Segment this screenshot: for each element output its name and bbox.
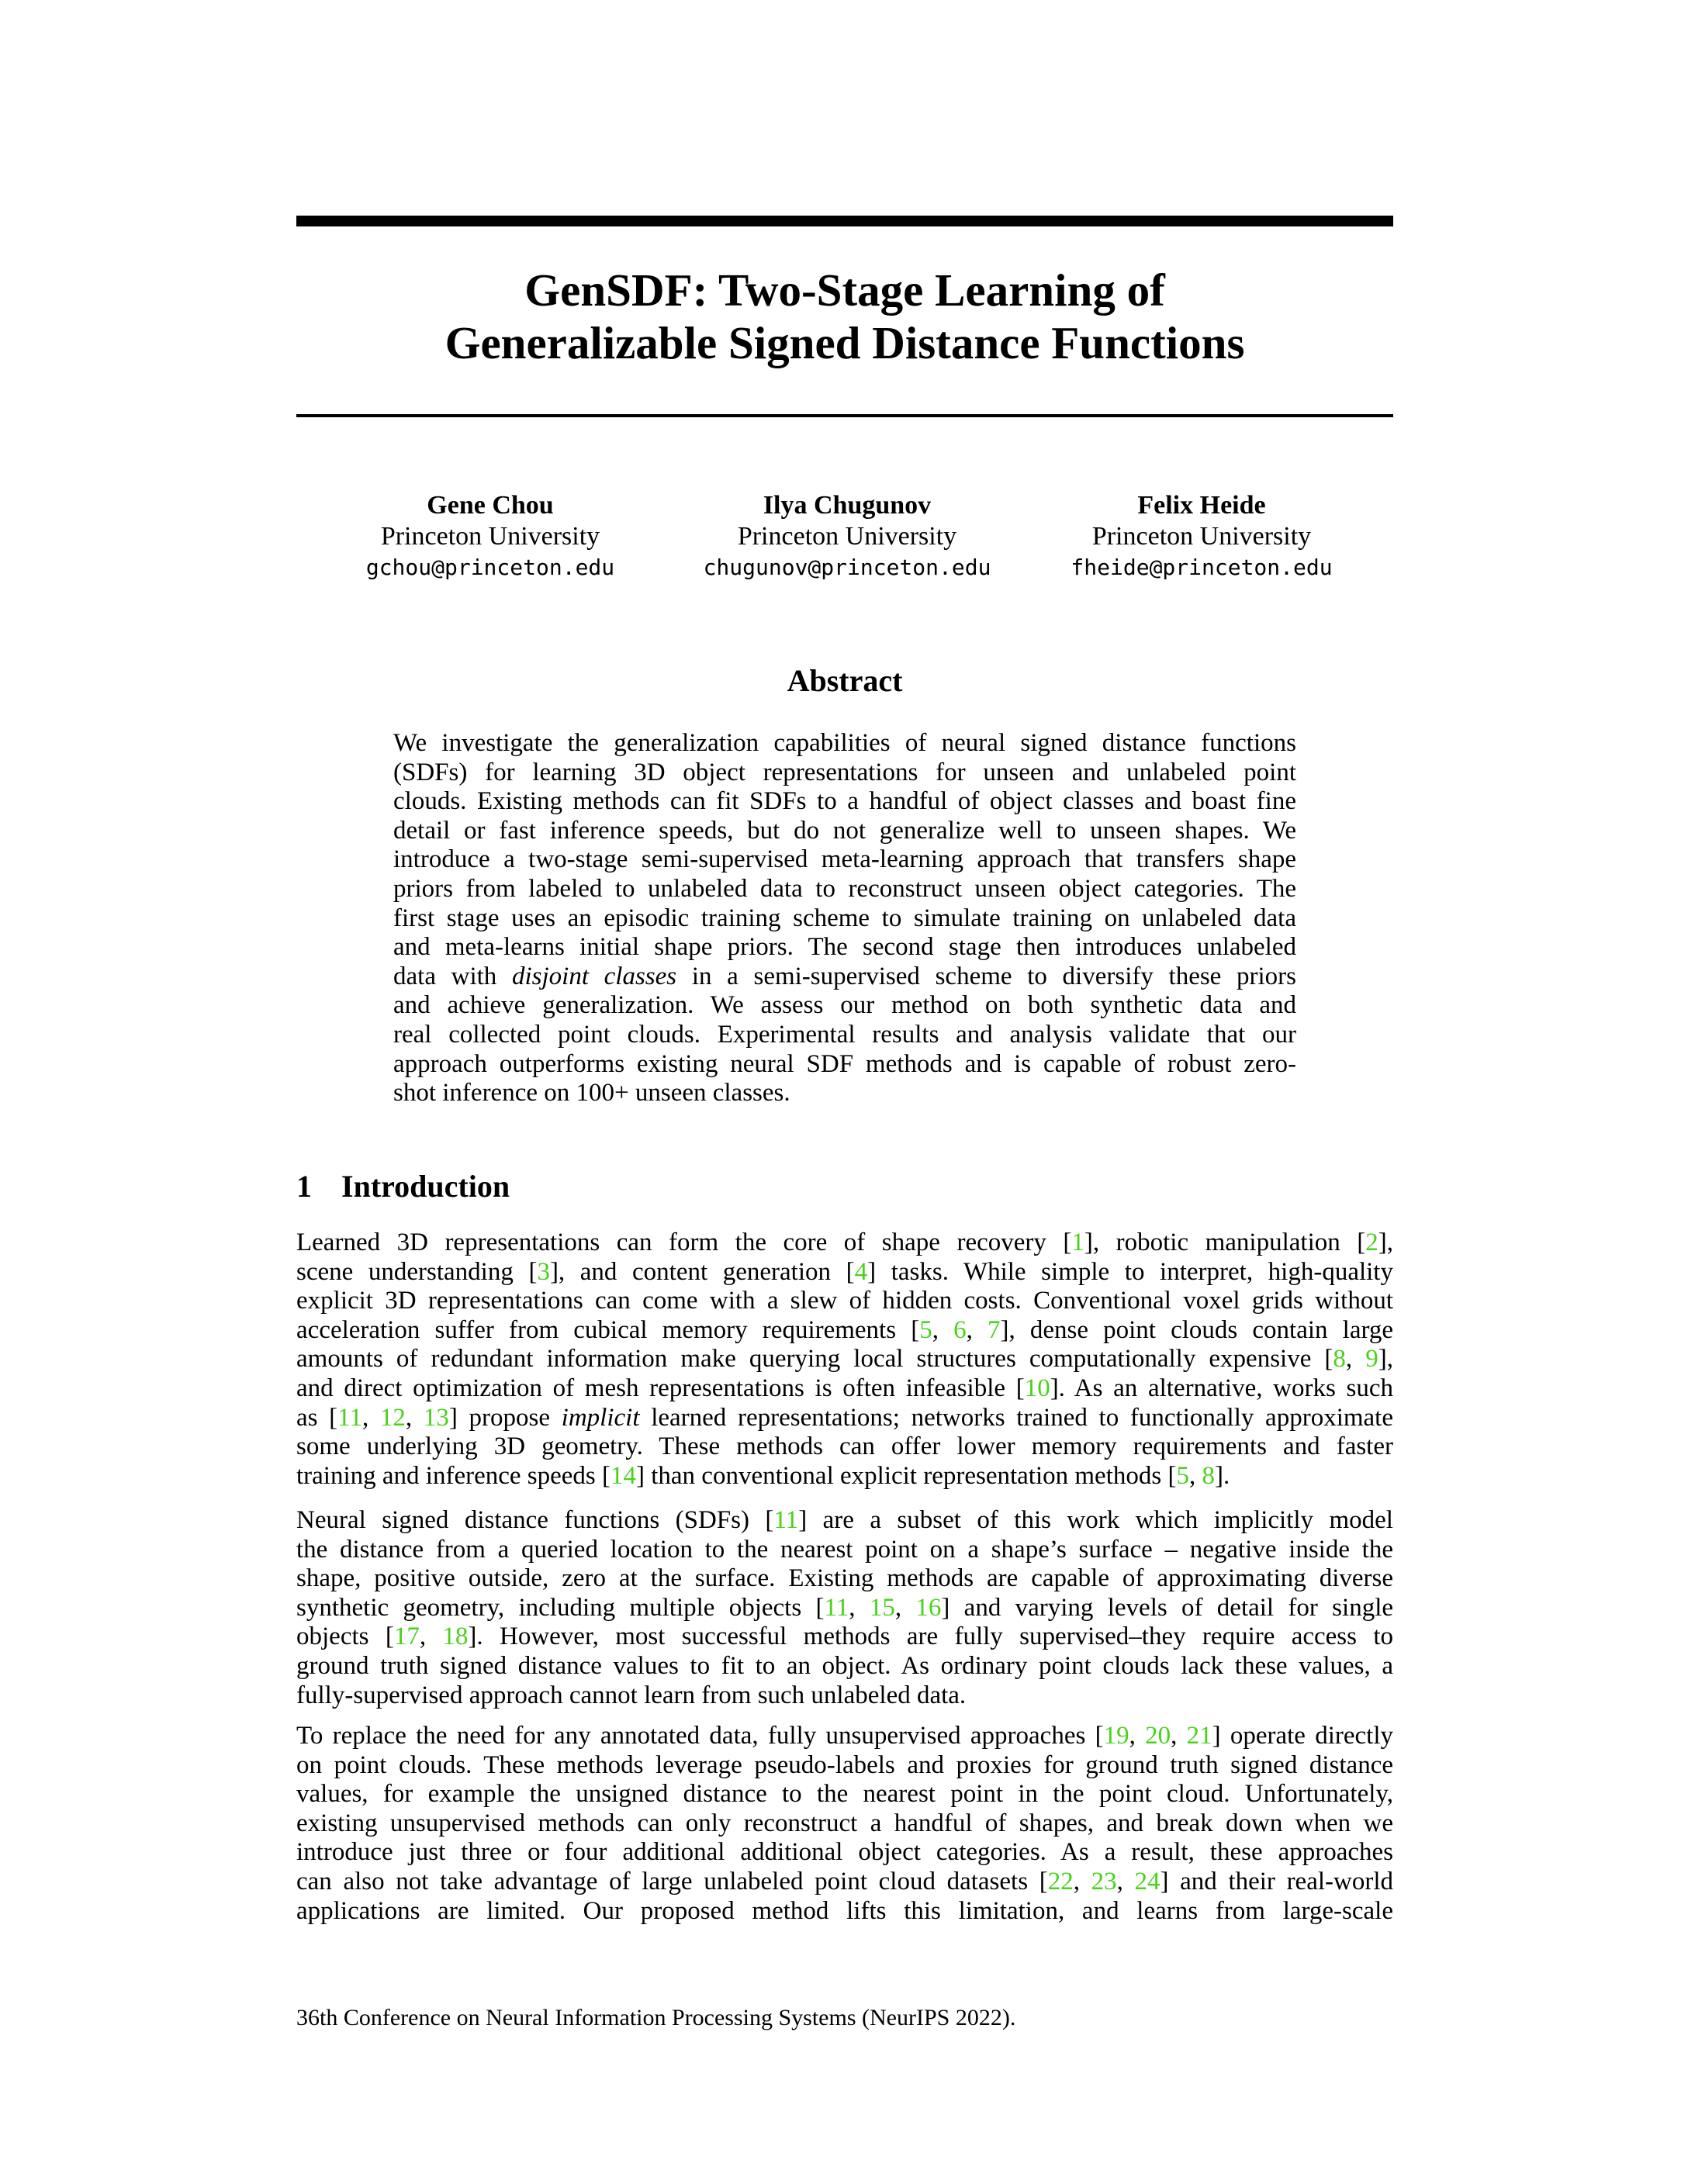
text-span: values, for example the unsigned distance to the nearest point in the point cloud. Unfortunately, (296, 1780, 1393, 1809)
emphasized-text: implicit (561, 1403, 640, 1432)
text-line (296, 1374, 1393, 1404)
text-span: existing unsupervised methods can only reconstruct a handful of shapes, and break down when we (296, 1809, 1393, 1837)
text-span: ] than conventional explicit representation methods [ (636, 1461, 1177, 1490)
text-span: ground truth signed distance values to fit to an object. As ordinary point clouds lack these values, a (296, 1651, 1393, 1680)
author-block (296, 490, 1393, 599)
text-span: data with (393, 962, 512, 990)
citation-link[interactable]: 23 (1091, 1867, 1117, 1895)
abstract-line: clouds. Existing methods can fit SDFs to a handful of object classes and boast fine (393, 787, 1296, 816)
text-line (296, 1868, 1393, 1897)
text-span: , (1129, 1722, 1146, 1750)
text-line (296, 1404, 1393, 1433)
conference-footnote: 36th Conference on Neural Information Processing Systems (NeurIPS 2022). (296, 2005, 1016, 2030)
text-span: shape, positive outside, zero at the surface. Existing methods are capable of approximating diverse (296, 1564, 1393, 1593)
abstract-line: real collected point clouds. Experimental results and analysis validate that our (393, 1020, 1296, 1049)
text-span: , (894, 1593, 916, 1622)
text-span: synthetic geometry, including multiple objects [ (296, 1593, 825, 1622)
abstract-line: and meta-learns initial shape priors. The second stage then introduces unlabeled (393, 933, 1296, 962)
author-3 (1010, 490, 1393, 583)
paper-title (296, 264, 1393, 369)
text-line (296, 1622, 1393, 1652)
text-line (296, 1432, 1393, 1462)
citation-link[interactable]: 12 (379, 1403, 406, 1432)
text-span: can also not take advantage of large unlabeled point cloud datasets [ (296, 1867, 1048, 1895)
text-span: , (849, 1593, 870, 1622)
text-span: ] and varying levels of detail for single (941, 1593, 1394, 1622)
text-span: ] are a subset of this work which implicitly model (798, 1506, 1393, 1534)
abstract-line: priors from labeled to unlabeled data to reconstruct unseen object categories. The (393, 874, 1296, 903)
abstract-line: approach outperforms existing neural SDF methods and is capable of robust zero- (393, 1049, 1296, 1078)
citation-link[interactable]: 11 (337, 1403, 362, 1432)
citation-link[interactable]: 10 (1024, 1374, 1050, 1402)
text-span: explicit 3D representations can come with a slew of hidden costs. Conventional voxel grids without (296, 1287, 1393, 1315)
citation-link[interactable]: 5 (1176, 1461, 1189, 1490)
citation-link[interactable]: 8 (1333, 1345, 1346, 1374)
text-line (296, 1258, 1393, 1287)
text-line (296, 1652, 1393, 1681)
text-span: some underlying 3D geometry. These methods can offer lower memory requirements and faster (296, 1432, 1393, 1461)
abstract-line: detail or fast inference speeds, but do not generalize well to unseen shapes. We (393, 816, 1296, 845)
text-span: amounts of redundant information make querying local structures computationally expensive [ (296, 1345, 1333, 1374)
intro-paragraph-2 (296, 1506, 1393, 1710)
text-line (296, 1536, 1393, 1565)
abstract-body (393, 729, 1296, 1108)
text-span: ], (1378, 1228, 1393, 1256)
citation-link[interactable]: 17 (393, 1622, 420, 1651)
title-bottom-rule (296, 414, 1393, 417)
text-span: ] operate directly (1212, 1722, 1393, 1750)
text-span: ], and content generation [ (549, 1257, 855, 1286)
text-span: ]. (1214, 1461, 1230, 1490)
author-email: fheide@princeton.edu (1071, 555, 1333, 580)
text-line (296, 1897, 1393, 1927)
author-name: Gene Chou (427, 491, 554, 520)
citation-link[interactable]: 13 (423, 1403, 449, 1432)
text-span: ] and their real-world (1160, 1867, 1394, 1895)
section-number: 1 (296, 1169, 312, 1204)
author-name: Felix Heide (1137, 491, 1266, 520)
author-email: chugunov@princeton.edu (703, 555, 991, 580)
text-line (296, 1564, 1393, 1594)
intro-paragraph-3 (296, 1722, 1393, 1926)
author-affiliation: Princeton University (380, 522, 600, 551)
abstract-line (393, 962, 1296, 992)
text-span: ], robotic manipulation [ (1084, 1228, 1366, 1256)
citation-link[interactable]: 20 (1145, 1722, 1171, 1750)
citation-link[interactable]: 7 (987, 1315, 1001, 1344)
title-line-1: GenSDF: Two-Stage Learning of (524, 264, 1165, 316)
abstract-line: We investigate the generalization capabilities of neural signed distance functions (393, 729, 1296, 757)
text-line (296, 1722, 1393, 1751)
text-line (296, 1681, 1393, 1711)
text-line (296, 1506, 1393, 1536)
citation-link[interactable]: 18 (442, 1622, 469, 1651)
text-line (296, 1780, 1393, 1809)
text-line (296, 1594, 1393, 1623)
text-line (296, 1228, 1393, 1258)
abstract-line: (SDFs) for learning 3D object representations for unseen and unlabeled point (393, 758, 1296, 786)
text-span: the distance from a queried location to the nearest point on a shape’s surface – negative inside the (296, 1535, 1393, 1564)
text-span: scene understanding [ (296, 1257, 538, 1286)
text-span: ]. As an alternative, works such (1050, 1374, 1393, 1402)
citation-link[interactable]: 9 (1365, 1345, 1378, 1374)
author-name: Ilya Chugunov (763, 491, 932, 520)
citation-link[interactable]: 22 (1047, 1867, 1074, 1895)
text-span: ], (1378, 1345, 1393, 1374)
citation-link[interactable]: 24 (1134, 1867, 1160, 1895)
text-span: acceleration suffer from cubical memory requirements [ (296, 1315, 920, 1344)
title-line-2: Generalizable Signed Distance Functions (444, 317, 1245, 368)
author-1 (296, 490, 684, 583)
text-line (296, 1345, 1393, 1374)
section-heading-introduction (296, 1168, 510, 1205)
citation-link[interactable]: 4 (854, 1257, 868, 1286)
author-affiliation: Princeton University (737, 522, 957, 551)
text-span: , (1345, 1345, 1366, 1374)
citation-link[interactable]: 16 (915, 1593, 942, 1622)
text-span: and direct optimization of mesh representations is often infeasible [ (296, 1374, 1025, 1402)
text-span: , (361, 1403, 380, 1432)
text-span: ], dense point clouds contain large (1000, 1315, 1394, 1344)
text-span: on point clouds. These methods leverage pseudo-labels and proxies for ground truth signed distance (296, 1750, 1393, 1779)
citation-link[interactable]: 1 (1071, 1228, 1084, 1256)
citation-link[interactable]: 8 (1202, 1461, 1215, 1490)
text-span: as [ (296, 1403, 338, 1432)
text-line (296, 1316, 1393, 1346)
emphasized-text: disjoint classes (511, 962, 677, 990)
text-line (296, 1462, 1393, 1491)
abstract-line: and achieve generalization. We assess our method on both synthetic data and (393, 991, 1296, 1020)
text-span: objects [ (296, 1622, 394, 1651)
citation-link[interactable]: 6 (953, 1315, 967, 1344)
title-top-rule (296, 216, 1393, 226)
text-line (296, 1838, 1393, 1868)
text-span: , (932, 1315, 954, 1344)
text-span: To replace the need for any annotated data, fully unsupervised approaches [ (296, 1722, 1104, 1750)
author-2 (645, 490, 1049, 583)
text-span: in a semi-supervised scheme to diversify these priors (676, 962, 1296, 990)
citation-link[interactable]: 11 (773, 1506, 799, 1534)
citation-link[interactable]: 19 (1103, 1722, 1129, 1750)
citation-link[interactable]: 14 (611, 1461, 636, 1490)
citation-link[interactable]: 15 (869, 1593, 895, 1622)
text-line (296, 1287, 1393, 1316)
text-span: , (1188, 1461, 1202, 1490)
text-span: introduce just three or four additional additional object categories. As a result, these approaches (296, 1838, 1393, 1867)
text-span: ] tasks. While simple to interpret, high-quality (867, 1257, 1393, 1286)
text-span: , (1116, 1867, 1135, 1895)
text-span: ]. However, most successful methods are fully supervised–they require access to (468, 1622, 1393, 1651)
section-title: Introduction (341, 1169, 510, 1204)
text-line (296, 1809, 1393, 1839)
text-span: applications are limited. Our proposed method lifts this limitation, and learns from large-scale (296, 1896, 1393, 1925)
citation-link[interactable]: 3 (537, 1257, 550, 1286)
text-span: learned representations; networks trained to functionally approximate (639, 1403, 1393, 1432)
author-affiliation: Princeton University (1091, 522, 1312, 551)
text-span: , (1073, 1867, 1091, 1895)
abstract-line: first stage uses an episodic training scheme to simulate training on unlabeled data (393, 904, 1296, 932)
text-span: training and inference speeds [ (296, 1461, 611, 1490)
citation-link[interactable]: 11 (824, 1593, 849, 1622)
text-line (296, 1751, 1393, 1781)
citation-link[interactable]: 21 (1186, 1722, 1212, 1750)
citation-link[interactable]: 2 (1365, 1228, 1378, 1256)
text-span: , (966, 1315, 988, 1344)
intro-paragraph-1 (296, 1228, 1393, 1491)
abstract-line: shot inference on 100+ unseen classes. (393, 1079, 790, 1108)
text-span: , (405, 1403, 424, 1432)
author-email: gchou@princeton.edu (365, 555, 615, 580)
abstract-heading: Abstract (787, 663, 903, 698)
text-span: Learned 3D representations can form the core of shape recovery [ (296, 1228, 1072, 1256)
text-span: Neural signed distance functions (SDFs) [ (296, 1506, 774, 1534)
text-span: , (1171, 1722, 1187, 1750)
abstract-line: introduce a two-stage semi-supervised meta-learning approach that transfers shape (393, 845, 1296, 874)
text-span: , (419, 1622, 443, 1651)
text-span: ] propose (448, 1403, 562, 1432)
citation-link[interactable]: 5 (919, 1315, 932, 1344)
text-span: fully-supervised approach cannot learn from such unlabeled data. (296, 1681, 967, 1709)
